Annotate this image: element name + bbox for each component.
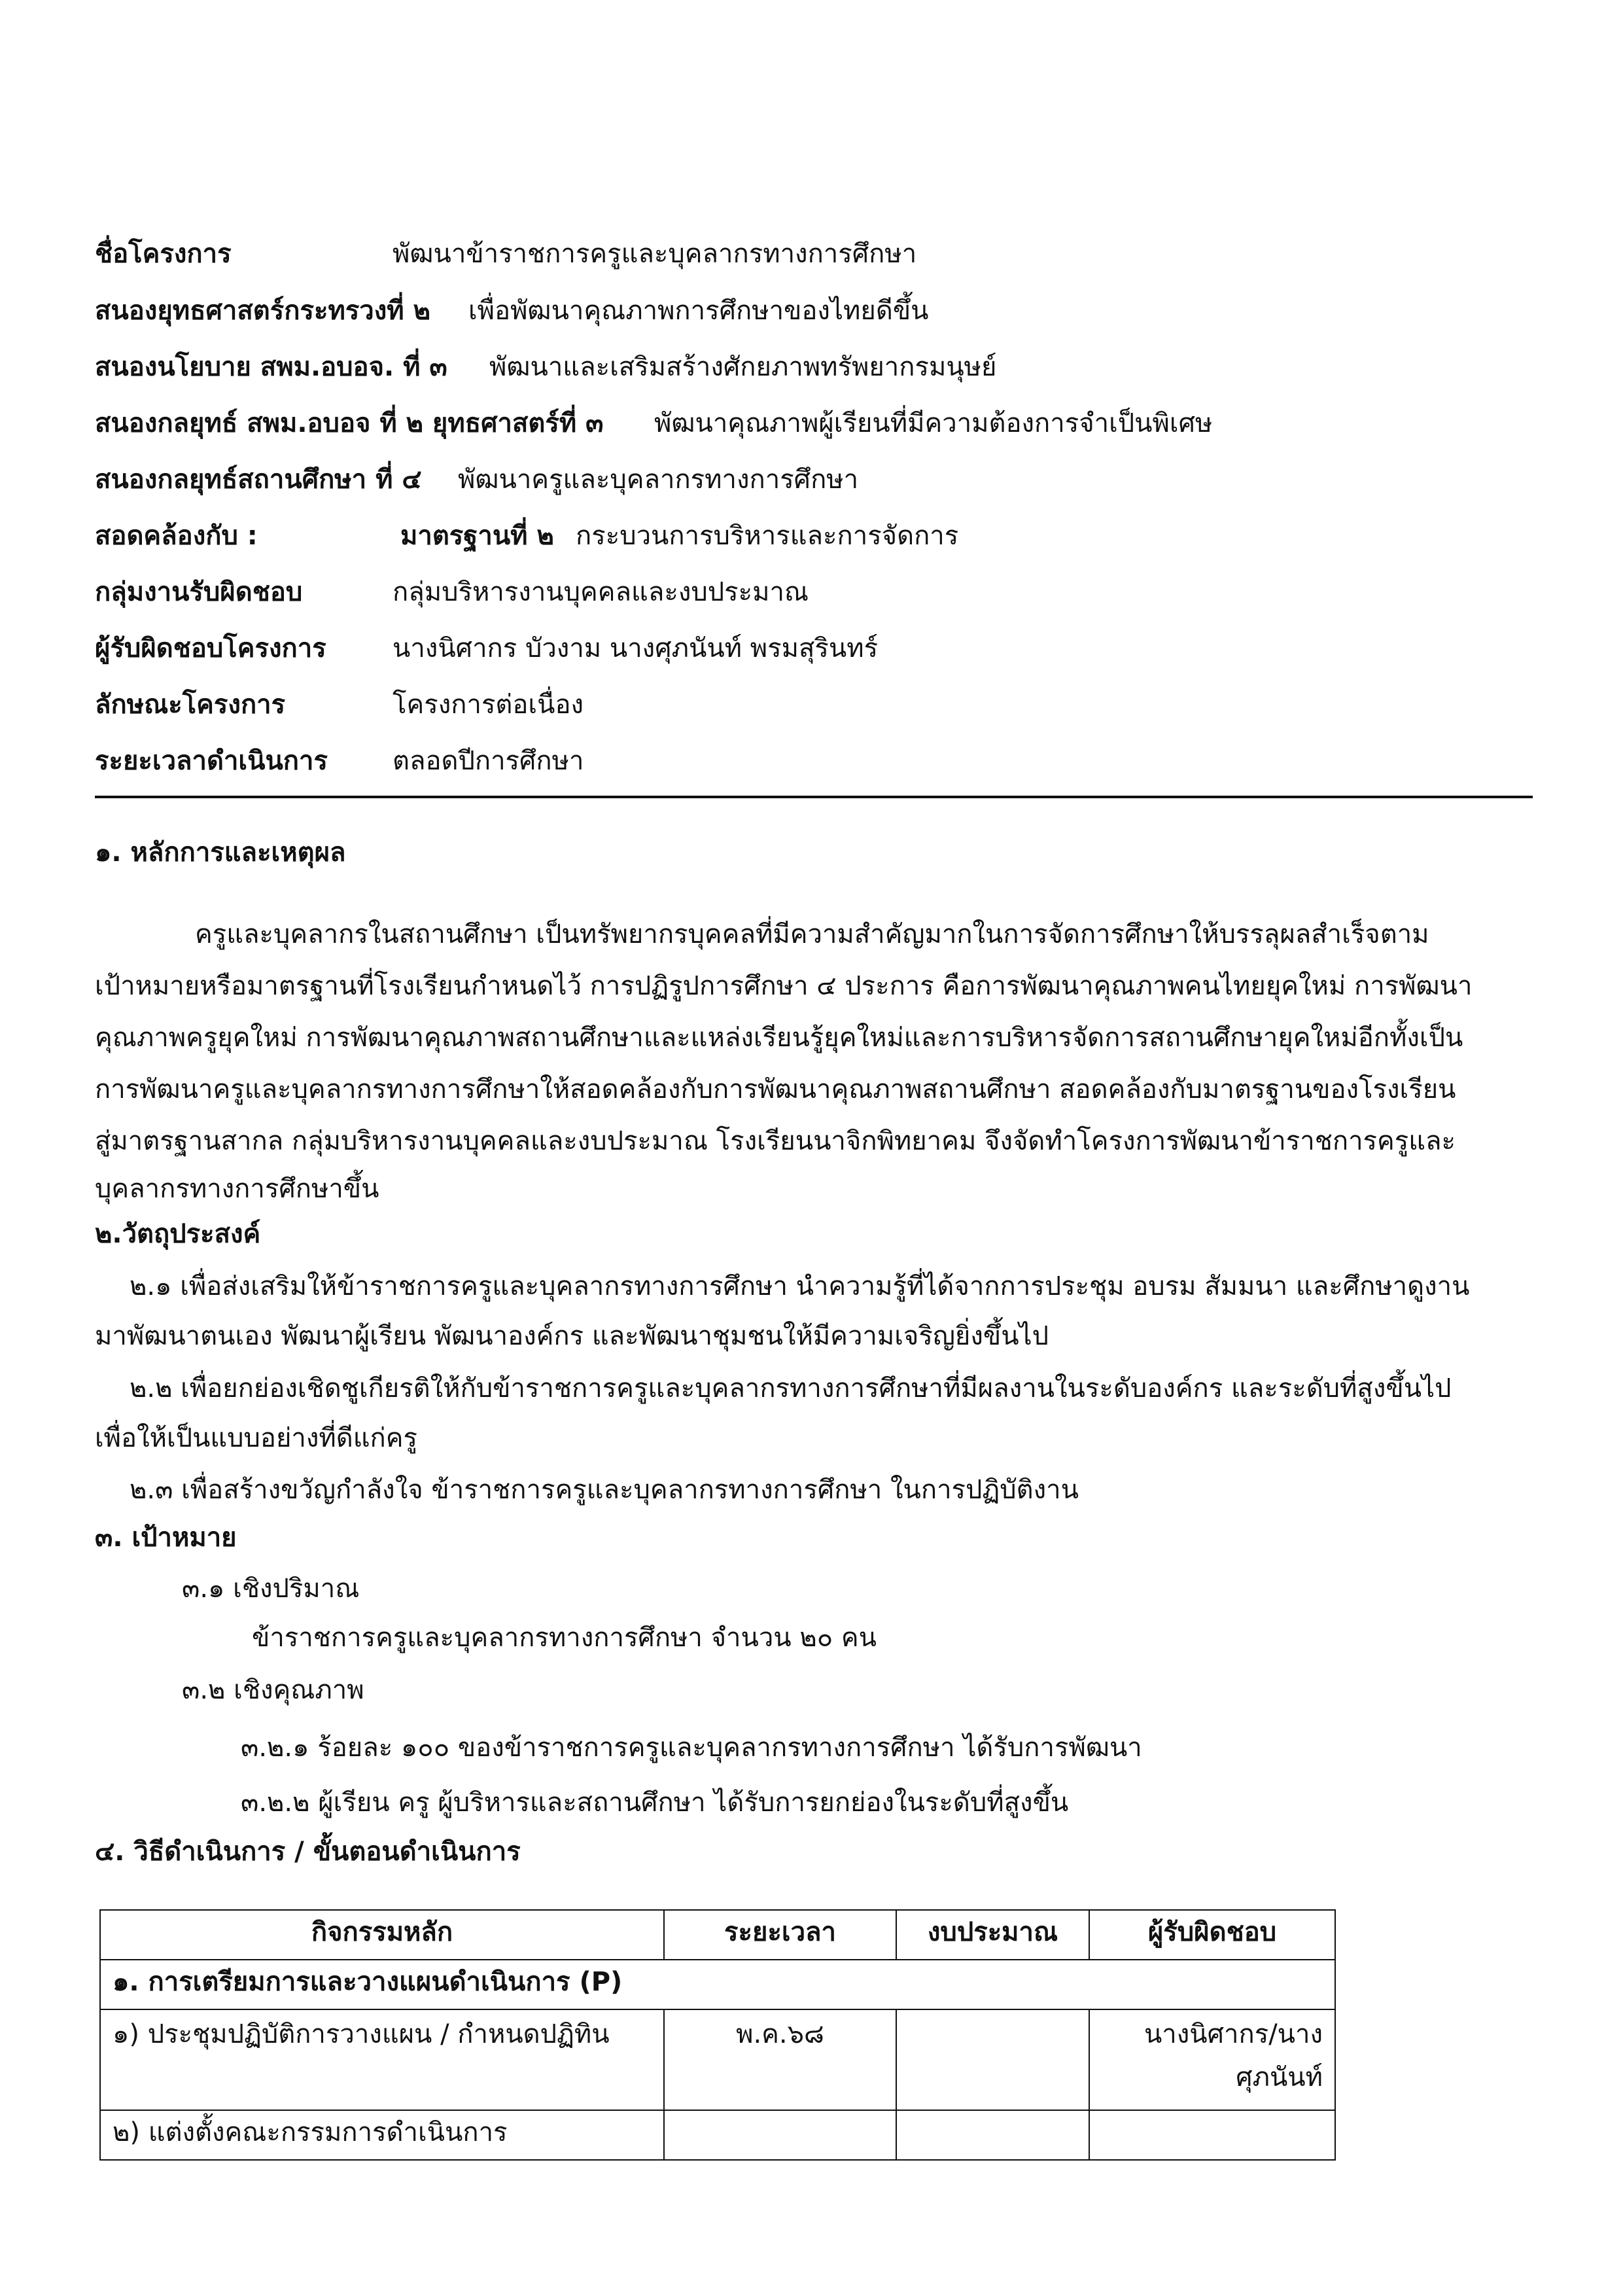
table-header-activity: กิจกรรมหลัก xyxy=(100,1910,664,1960)
paragraph-line: คุณภาพครูยุคใหม่ การพัฒนาคุณภาพสถานศึกษาและแหล่งเรียนรู้ยุคใหม่และการบริหารจัดการสถานศึกษายุคใหม่อีกทั้งเป็น xyxy=(95,1023,1463,1053)
paragraph-line: เป้าหมายหรือมาตรฐานที่โรงเรียนกำหนดไว้ การปฏิรูปการศึกษา ๔ ประการ คือการพัฒนาคุณภาพคนไทยยุคใหม่ การพัฒนา xyxy=(95,971,1473,1001)
info-label-project-owner: ผู้รับผิดชอบโครงการ xyxy=(95,633,326,663)
info-value-project-name: พัฒนาข้าราชการครูและบุคลากรทางการศึกษา xyxy=(393,239,917,269)
quality-item-1: ๓.๒.๑ ร้อยละ ๑๐๐ ของข้าราชการครูและบุคลากรทางการศึกษา ได้รับการพัฒนา xyxy=(241,1733,1142,1763)
info-value-standard: มาตรฐานที่ ๒ xyxy=(400,521,554,551)
activity-cell: ๒) แต่งตั้งคณะกรรมการดำเนินการ xyxy=(100,2110,664,2160)
info-label-policy: สนองนโยบาย สพม.อบอจ. ที่ ๓ xyxy=(95,352,447,382)
table-header-period: ระยะเวลา xyxy=(664,1910,896,1960)
quality-item-2: ๓.๒.๒ ผู้เรียน ครู ผู้บริหารและสถานศึกษา ได้รับการยกย่องในระดับที่สูงขึ้น xyxy=(241,1788,1069,1818)
info-label-duration: ระยะเวลาดำเนินการ xyxy=(95,746,328,776)
table-header-budget: งบประมาณ xyxy=(896,1910,1089,1960)
objective-line: ๒.๑ เพื่อส่งเสริมให้ข้าราชการครูและบุคลากรทางการศึกษา นำความรู้ที่ได้จากการประชุม อบรม สัมมนา และศึกษาดูงาน xyxy=(130,1271,1470,1301)
period-cell xyxy=(664,2110,896,2160)
budget-cell xyxy=(896,2009,1089,2110)
section1-title: ๑. หลักการและเหตุผล xyxy=(95,838,346,868)
objective-line: ๒.๓ เพื่อสร้างขวัญกำลังใจ ข้าราชการครูและบุคลากรทางการศึกษา ในการปฏิบัติงาน xyxy=(130,1475,1079,1505)
info-value-project-owner: นางนิศากร บัวงาม นางศุภนันท์ พรมสุรินทร์ xyxy=(393,633,879,663)
info-value-responsible-group: กลุ่มบริหารงานบุคคลและงบประมาณ xyxy=(393,577,809,607)
info-value-area-strategy: พัฒนาคุณภาพผู้เรียนที่มีความต้องการจำเป็นพิเศษ xyxy=(654,408,1213,438)
info-label-ministry-strategy: สนองยุทธศาสตร์กระทรวงที่ ๒ xyxy=(95,296,430,326)
table-phase-row xyxy=(100,1960,1335,2009)
paragraph-line: สู่มาตรฐานสากล กลุ่มบริหารงานบุคคลและงบประมาณ โรงเรียนนาจิกพิทยาคม จึงจัดทำโครงการพัฒนาข้าราชการครูและ xyxy=(95,1126,1456,1156)
info-label-project-name: ชื่อโครงการ xyxy=(95,239,232,269)
owner-line: ศุภนันท์ xyxy=(1236,2062,1323,2093)
quantity-text: ข้าราชการครูและบุคลากรทางการศึกษา จำนวน ๒๐ คน xyxy=(252,1623,877,1653)
info-label-area-strategy: สนองกลยุทธ์ สพม.อบอจ ที่ ๒ ยุทธศาสตร์ที่ ๓ xyxy=(95,408,604,438)
info-label-aligned-with: สอดคล้องกับ : xyxy=(95,521,258,551)
objective-line: มาพัฒนาตนเอง พัฒนาผู้เรียน พัฒนาองค์กร และพัฒนาชุมชนให้มีความเจริญยิ่งขึ้นไป xyxy=(95,1321,1049,1351)
info-value-policy: พัฒนาและเสริมสร้างศักยภาพทรัพยากรมนุษย์ xyxy=(489,352,997,382)
info-label-project-type: ลักษณะโครงการ xyxy=(95,690,286,720)
section3-title: ๓. เป้าหมาย xyxy=(95,1523,237,1553)
info-value-school-strategy: พัฒนาครูและบุคลากรทางการศึกษา xyxy=(458,465,859,495)
budget-cell xyxy=(896,2110,1089,2160)
objective-line: ๒.๒ เพื่อยกย่องเชิดชูเกียรติให้กับข้าราชการครูและบุคลากรทางการศึกษาที่มีผลงานในระดับองค์กร และระดับที่สูงขึ้นไป xyxy=(130,1373,1452,1404)
section4-title: ๔. วิธีดำเนินการ / ขั้นตอนดำเนินการ xyxy=(95,1837,521,1867)
info-value-ministry-strategy: เพื่อพัฒนาคุณภาพการศึกษาของไทยดีขึ้น xyxy=(468,296,929,326)
phase-label: ๑. การเตรียมการและวางแผนดำเนินการ (P) xyxy=(100,1960,1335,2009)
info-label-school-strategy: สนองกลยุทธ์สถานศึกษา ที่ ๔ xyxy=(95,465,422,495)
info-value-aligned-with: กระบวนการบริหารและการจัดการ xyxy=(576,521,959,551)
period-cell: พ.ค.๖๘ xyxy=(664,2009,896,2110)
header-divider xyxy=(95,796,1533,798)
table-header-owner: ผู้รับผิดชอบ xyxy=(1089,1910,1335,1960)
objective-line: เพื่อให้เป็นแบบอย่างที่ดีแก่ครู xyxy=(95,1423,417,1453)
table-header-row xyxy=(100,1910,1335,1960)
owner-cell xyxy=(1089,2009,1335,2110)
paragraph-line: ครูและบุคลากรในสถานศึกษา เป็นทรัพยากรบุคคลที่มีความสำคัญมากในการจัดการศึกษาให้บรรลุผลสำเร็จตาม xyxy=(195,919,1429,949)
activity-table xyxy=(99,1909,1336,2161)
info-value-project-type: โครงการต่อเนื่อง xyxy=(393,690,584,720)
activity-cell: ๑) ประชุมปฏิบัติการวางแผน / กำหนดปฏิทิน xyxy=(100,2009,664,2110)
owner-line: นางนิศากร/นาง xyxy=(1143,2019,1323,2049)
info-value-duration: ตลอดปีการศึกษา xyxy=(393,746,584,776)
owner-cell xyxy=(1089,2110,1335,2160)
paragraph-line: การพัฒนาครูและบุคลากรทางการศึกษาให้สอดคล้องกับการพัฒนาคุณภาพสถานศึกษา สอดคล้องกับมาตรฐานของโรงเรียน xyxy=(95,1074,1456,1104)
quality-title: ๓.๒ เชิงคุณภาพ xyxy=(182,1675,364,1705)
section2-title: ๒.วัตถุประสงค์ xyxy=(95,1219,261,1249)
paragraph-line: บุคลากรทางการศึกษาขึ้น xyxy=(95,1174,379,1204)
info-label-responsible-group: กลุ่มงานรับผิดชอบ xyxy=(95,577,303,607)
quantity-title: ๓.๑ เชิงปริมาณ xyxy=(182,1574,360,1604)
table-row xyxy=(100,2110,1335,2160)
table-row xyxy=(100,2009,1335,2110)
